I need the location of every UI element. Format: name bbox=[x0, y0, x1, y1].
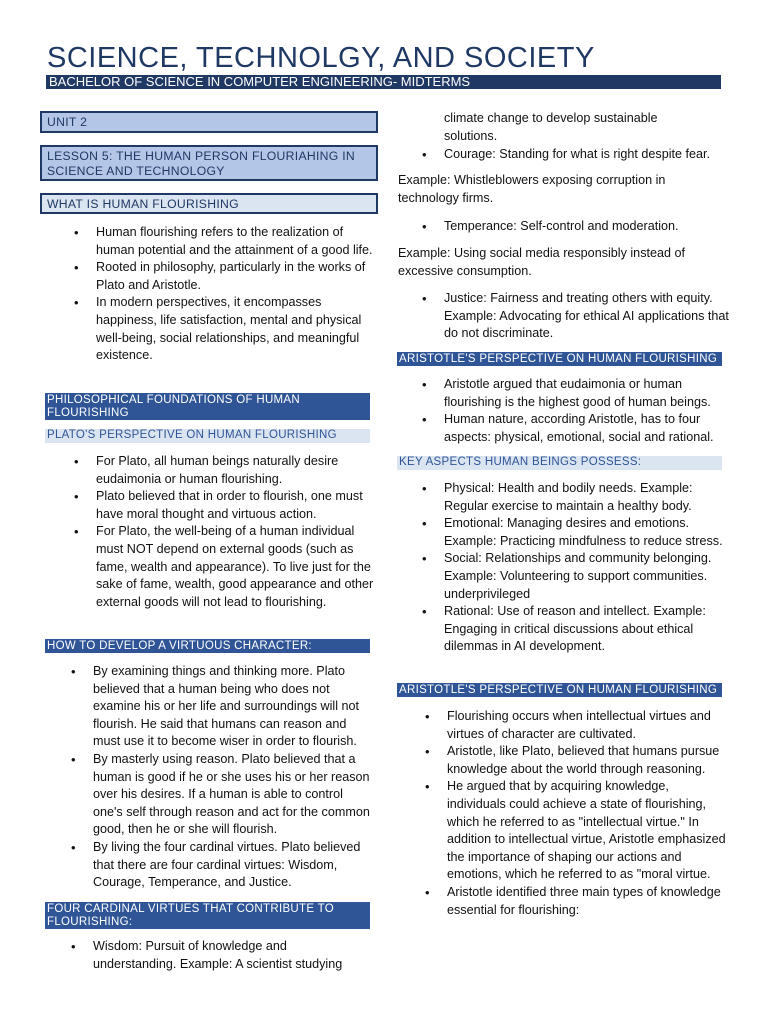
list-item: • Temperance: Self-control and moderation. bbox=[444, 218, 734, 236]
list-item: • Rational: Use of reason and intellect. Example: Engaging in critical discussions about ethical dilemmas in AI development. bbox=[444, 603, 729, 656]
aspects-list bbox=[444, 480, 729, 656]
list-item: • Courage: Standing for what is right despite fear. bbox=[444, 146, 734, 164]
list-item: • Wisdom: Pursuit of knowledge and understanding. Example: A scientist studying bbox=[93, 938, 363, 973]
list-item: • Physical: Health and bodily needs. Example: Regular exercise to maintain a healthy body. bbox=[444, 480, 729, 515]
aristotle2-list bbox=[447, 708, 727, 919]
list-item: • For Plato, all human beings naturally desire eudaimonia or human flourishing. bbox=[96, 453, 376, 488]
list-item: • Aristotle identified three main types of knowledge essential for flourishing: bbox=[447, 884, 727, 919]
document-subtitle-bar: BACHELOR OF SCIENCE IN COMPUTER ENGINEERING- MIDTERMS bbox=[46, 75, 721, 89]
list-item: • Social: Relationships and community belonging. Example: Volunteering to support communities. underprivileged bbox=[444, 550, 729, 603]
list-item: • By examining things and thinking more. Plato believed that a human being who does not examine his or her life and surroundings will not flourish. He said that humans can reason and must use it to become wiser in order to flourish. bbox=[93, 663, 376, 751]
what-heading-box: WHAT IS HUMAN FLOURISHING bbox=[40, 193, 378, 214]
courage-list bbox=[444, 146, 734, 164]
list-item: • Aristotle, like Plato, believed that humans pursue knowledge about the world through reasoning. bbox=[447, 743, 727, 778]
temperance-list bbox=[444, 218, 734, 236]
plato-list bbox=[96, 453, 376, 611]
lesson-box: LESSON 5: THE HUMAN PERSON FLOURIAHING IN SCIENCE AND TECHNOLOGY bbox=[40, 145, 378, 181]
list-item: • Plato believed that in order to flourish, one must have moral thought and virtuous action. bbox=[96, 488, 376, 523]
list-item: • Justice: Fairness and treating others with equity. Example: Advocating for ethical AI applications that do not discriminate. bbox=[444, 290, 730, 343]
list-item: • Human flourishing refers to the realization of human potential and the attainment of a good life. bbox=[96, 224, 376, 259]
virtuous-heading: HOW TO DEVELOP A VIRTUOUS CHARACTER: bbox=[45, 639, 370, 653]
list-item: • For Plato, the well-being of a human individual must NOT depend on external goods (such as fame, wealth and appearance). To live just for the sake of fame, wealth, good appearance and other external goods will not lead to flourishing. bbox=[96, 523, 376, 611]
list-item: • Human nature, according Aristotle, has to four aspects: physical, emotional, social and rational. bbox=[444, 411, 729, 446]
courage-example: Example: Whistleblowers exposing corruption in technology firms. bbox=[398, 173, 666, 205]
cardinal-list bbox=[93, 938, 363, 973]
aristotle-list bbox=[444, 376, 729, 446]
list-item: • By masterly using reason. Plato believed that a human is good if he or she uses his or her reason over his desires. If a human is able to control one's self through reason and act for the common good, then he or she will flourish. bbox=[93, 751, 376, 839]
list-item: • In modern perspectives, it encompasses happiness, life satisfaction, mental and physical well-being, social relationships, and meaningful existence. bbox=[96, 294, 376, 364]
virtuous-list bbox=[93, 663, 376, 892]
plato-heading: PLATO'S PERSPECTIVE ON HUMAN FLOURISHING bbox=[45, 429, 370, 443]
list-item: • Emotional: Managing desires and emotions. Example: Practicing mindfulness to reduce stress. bbox=[444, 515, 729, 550]
document-title: SCIENCE, TECHNOLGY, AND SOCIETY bbox=[47, 42, 595, 74]
justice-list bbox=[444, 290, 730, 343]
temperance-example: Example: Using social media responsibly instead of excessive consumption. bbox=[398, 246, 685, 278]
cardinal-heading: FOUR CARDINAL VIRTUES THAT CONTRIBUTE TO FLOURISHING: bbox=[45, 902, 370, 929]
unit-box: UNIT 2 bbox=[40, 111, 378, 133]
aspects-heading: KEY ASPECTS HUMAN BEINGS POSSESS: bbox=[397, 456, 722, 470]
list-item: • By living the four cardinal virtues. Plato believed that there are four cardinal virtues: Wisdom, Courage, Temperance, and Justice. bbox=[93, 839, 376, 892]
list-item: • Aristotle argued that eudaimonia or human flourishing is the highest good of human beings. bbox=[444, 376, 729, 411]
what-list bbox=[96, 224, 376, 365]
list-item: • Rooted in philosophy, particularly in the works of Plato and Aristotle. bbox=[96, 259, 376, 294]
continued-text: climate change to develop sustainable solutions. bbox=[444, 111, 658, 143]
aristotle-heading: ARISTOTLE'S PERSPECTIVE ON HUMAN FLOURISHING bbox=[397, 352, 722, 366]
philosophical-heading: PHILOSOPHICAL FOUNDATIONS OF HUMAN FLOURISHING bbox=[45, 393, 370, 420]
list-item: • Flourishing occurs when intellectual virtues and virtues of character are cultivated. bbox=[447, 708, 727, 743]
list-item: • He argued that by acquiring knowledge, individuals could achieve a state of flourishing, which he referred to as "intellectual virtue." In addition to intellectual virtue, Aristotle emphasized the importance of shaping our actions and emotions, which he referred to as "moral virtue. bbox=[447, 778, 727, 884]
aristotle-heading-2: ARISTOTLE'S PERSPECTIVE ON HUMAN FLOURISHING bbox=[397, 683, 722, 697]
